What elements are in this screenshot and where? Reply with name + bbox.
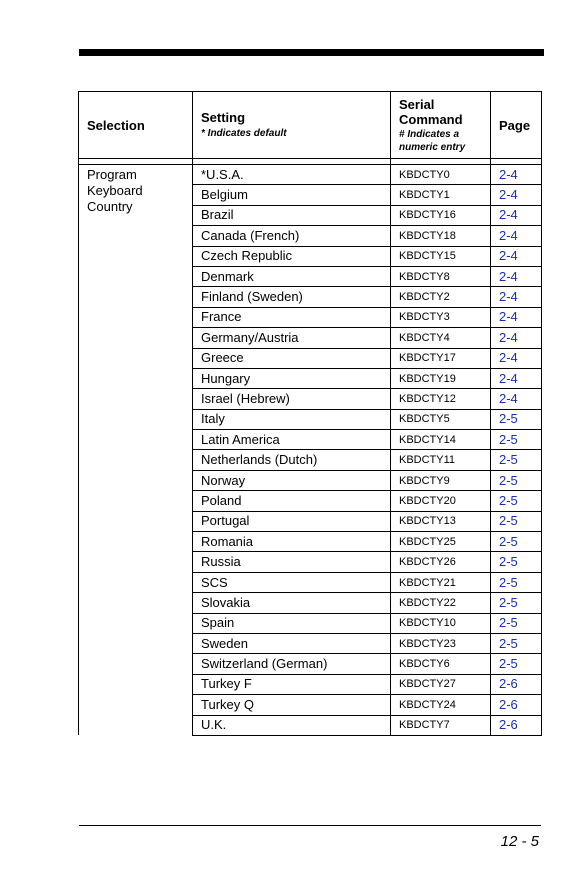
page-link[interactable]: 2-4 bbox=[491, 246, 542, 266]
setting-cell: *U.S.A. bbox=[193, 165, 391, 185]
page-link[interactable]: 2-4 bbox=[491, 165, 542, 185]
command-cell: KBDCTY14 bbox=[391, 430, 491, 450]
command-cell: KBDCTY5 bbox=[391, 409, 491, 429]
header-setting bbox=[193, 92, 391, 159]
page-link[interactable]: 2-5 bbox=[491, 470, 542, 490]
selection-cell: Program Keyboard Country bbox=[79, 165, 193, 736]
page-link[interactable]: 2-5 bbox=[491, 613, 542, 633]
command-cell: KBDCTY23 bbox=[391, 633, 491, 653]
command-cell: KBDCTY7 bbox=[391, 715, 491, 735]
setting-cell: France bbox=[193, 307, 391, 327]
command-cell: KBDCTY8 bbox=[391, 266, 491, 286]
page-link[interactable]: 2-5 bbox=[491, 430, 542, 450]
setting-cell: Israel (Hebrew) bbox=[193, 389, 391, 409]
setting-cell: Brazil bbox=[193, 205, 391, 225]
command-cell: KBDCTY6 bbox=[391, 654, 491, 674]
setting-cell: Belgium bbox=[193, 185, 391, 205]
header-rule bbox=[79, 49, 544, 56]
setting-cell: Latin America bbox=[193, 430, 391, 450]
command-cell: KBDCTY18 bbox=[391, 226, 491, 246]
page-link[interactable]: 2-5 bbox=[491, 532, 542, 552]
command-cell: KBDCTY1 bbox=[391, 185, 491, 205]
command-cell: KBDCTY25 bbox=[391, 532, 491, 552]
setting-cell: Portugal bbox=[193, 511, 391, 531]
setting-cell: Greece bbox=[193, 348, 391, 368]
command-cell: KBDCTY16 bbox=[391, 205, 491, 225]
setting-cell: U.K. bbox=[193, 715, 391, 735]
page-link[interactable]: 2-4 bbox=[491, 185, 542, 205]
command-cell: KBDCTY26 bbox=[391, 552, 491, 572]
command-cell: KBDCTY27 bbox=[391, 674, 491, 694]
command-cell: KBDCTY4 bbox=[391, 328, 491, 348]
setting-cell: Spain bbox=[193, 613, 391, 633]
table-row bbox=[79, 165, 542, 185]
command-cell: KBDCTY13 bbox=[391, 511, 491, 531]
page-number: 12 - 5 bbox=[500, 833, 539, 850]
setting-cell: Hungary bbox=[193, 368, 391, 388]
page-link[interactable]: 2-5 bbox=[491, 593, 542, 613]
command-cell: KBDCTY20 bbox=[391, 491, 491, 511]
page-link[interactable]: 2-4 bbox=[491, 226, 542, 246]
setting-cell: Sweden bbox=[193, 633, 391, 653]
header-page: Page bbox=[491, 92, 542, 159]
setting-cell: SCS bbox=[193, 572, 391, 592]
setting-cell: Turkey Q bbox=[193, 695, 391, 715]
command-cell: KBDCTY2 bbox=[391, 287, 491, 307]
setting-cell: Germany/Austria bbox=[193, 328, 391, 348]
setting-cell: Netherlands (Dutch) bbox=[193, 450, 391, 470]
command-cell: KBDCTY0 bbox=[391, 165, 491, 185]
page-link[interactable]: 2-6 bbox=[491, 715, 542, 735]
command-cell: KBDCTY3 bbox=[391, 307, 491, 327]
page-link[interactable]: 2-6 bbox=[491, 674, 542, 694]
command-cell: KBDCTY24 bbox=[391, 695, 491, 715]
page-link[interactable]: 2-4 bbox=[491, 348, 542, 368]
page-link[interactable]: 2-5 bbox=[491, 409, 542, 429]
setting-cell: Switzerland (German) bbox=[193, 654, 391, 674]
header-setting-label: Setting bbox=[201, 110, 246, 125]
setting-cell: Czech Republic bbox=[193, 246, 391, 266]
page-link[interactable]: 2-5 bbox=[491, 511, 542, 531]
setting-cell: Romania bbox=[193, 532, 391, 552]
header-serial-command bbox=[391, 92, 491, 159]
command-cell: KBDCTY22 bbox=[391, 593, 491, 613]
page-link[interactable]: 2-4 bbox=[491, 307, 542, 327]
setting-cell: Poland bbox=[193, 491, 391, 511]
page-link[interactable]: 2-4 bbox=[491, 266, 542, 286]
page-link[interactable]: 2-5 bbox=[491, 654, 542, 674]
page-link[interactable]: 2-5 bbox=[491, 552, 542, 572]
setting-cell: Slovakia bbox=[193, 593, 391, 613]
setting-cell: Russia bbox=[193, 552, 391, 572]
header-selection: Selection bbox=[79, 92, 193, 159]
setting-cell: Denmark bbox=[193, 266, 391, 286]
command-cell: KBDCTY10 bbox=[391, 613, 491, 633]
page-link[interactable]: 2-5 bbox=[491, 572, 542, 592]
table-body bbox=[79, 165, 542, 736]
command-cell: KBDCTY15 bbox=[391, 246, 491, 266]
command-cell: KBDCTY17 bbox=[391, 348, 491, 368]
command-cell: KBDCTY9 bbox=[391, 470, 491, 490]
command-cell: KBDCTY19 bbox=[391, 368, 491, 388]
page-link[interactable]: 2-4 bbox=[491, 389, 542, 409]
setting-cell: Italy bbox=[193, 409, 391, 429]
table-header-row bbox=[79, 92, 542, 159]
page-link[interactable]: 2-4 bbox=[491, 328, 542, 348]
command-cell: KBDCTY12 bbox=[391, 389, 491, 409]
setting-cell: Finland (Sweden) bbox=[193, 287, 391, 307]
page-link[interactable]: 2-4 bbox=[491, 205, 542, 225]
setting-cell: Norway bbox=[193, 470, 391, 490]
header-serial-note: # Indicates a numeric entry bbox=[399, 128, 466, 153]
command-cell: KBDCTY11 bbox=[391, 450, 491, 470]
setting-cell: Turkey F bbox=[193, 674, 391, 694]
page-link[interactable]: 2-6 bbox=[491, 695, 542, 715]
page-link[interactable]: 2-4 bbox=[491, 287, 542, 307]
header-serial-label: Serial Command bbox=[399, 96, 463, 127]
page-link[interactable]: 2-5 bbox=[491, 450, 542, 470]
header-setting-note: * Indicates default bbox=[201, 128, 287, 139]
setting-cell: Canada (French) bbox=[193, 226, 391, 246]
page-link[interactable]: 2-5 bbox=[491, 633, 542, 653]
page-link[interactable]: 2-5 bbox=[491, 491, 542, 511]
footer-rule bbox=[79, 825, 541, 826]
keyboard-country-table bbox=[78, 91, 542, 736]
command-cell: KBDCTY21 bbox=[391, 572, 491, 592]
page-link[interactable]: 2-4 bbox=[491, 368, 542, 388]
